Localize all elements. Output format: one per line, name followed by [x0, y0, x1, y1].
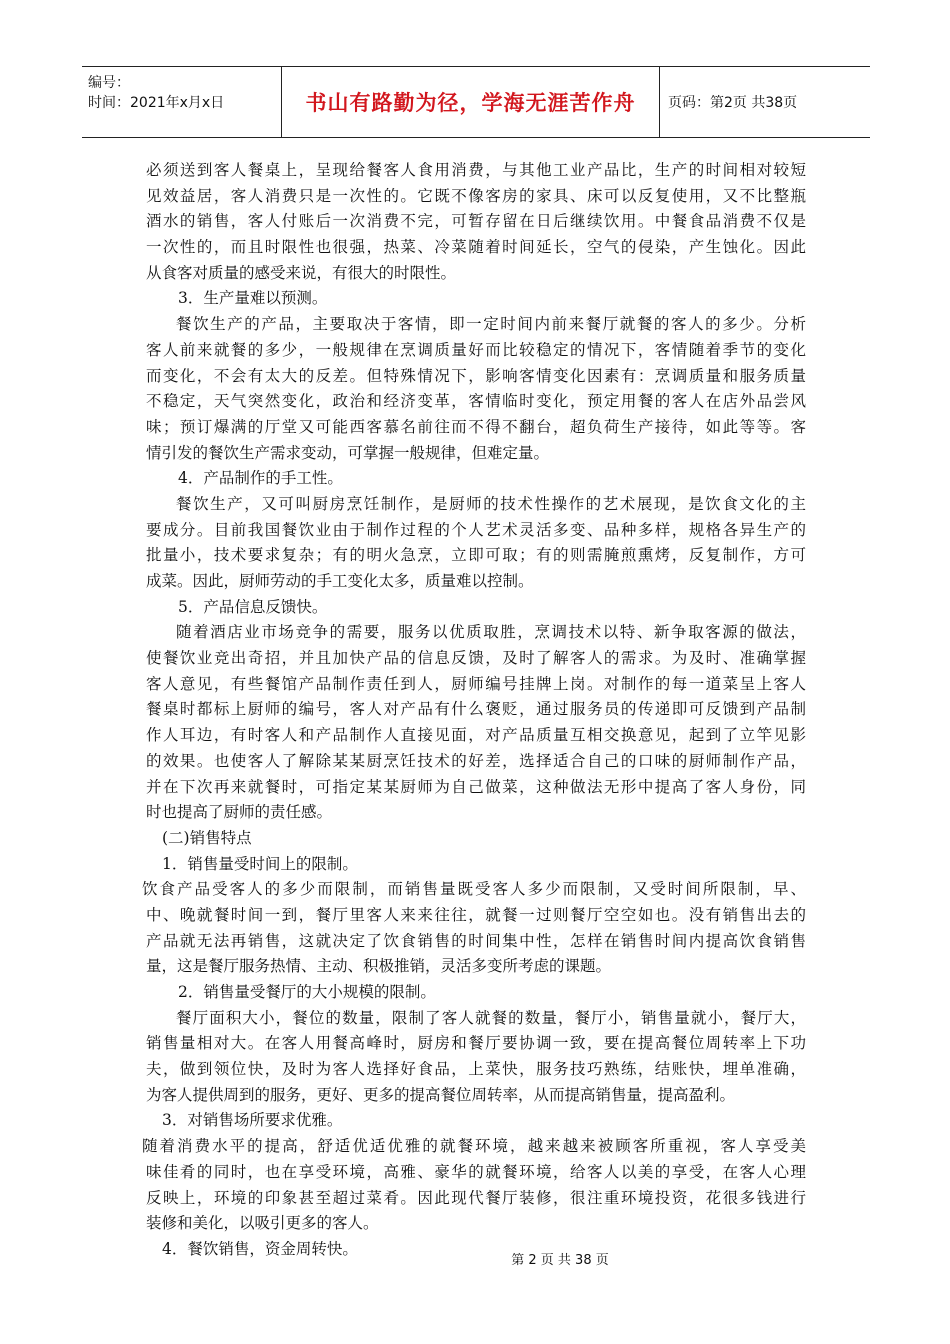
document-body: [142, 158, 806, 1263]
text-line: 从食客对质量的感受来说，有很大的时限性。: [146, 263, 457, 282]
text-line: 为客人提供周到的服务，更好、更多的提高餐位周转率，从而提高销售量，提高盈利。: [146, 1085, 736, 1104]
text-line: 4．餐饮销售，资金周转快。: [162, 1239, 358, 1258]
text-line: 见效益居，客人消费只是一次性的。它既不像客房的家具、床可以反复使用，又不比整瓶: [146, 186, 806, 205]
text-line: 量，这是餐厅服务热情、主动、积极推销，灵活多变所考虑的课题。: [146, 957, 612, 976]
page-header: [82, 66, 870, 138]
page-footer: 第 2 页 共 38 页: [511, 1253, 609, 1268]
text-line: 客人意见，有些餐馆产品制作责任到人，厨师编号挂牌上岗。对制作的每一道菜呈上客人: [146, 674, 806, 693]
text-line: 4．产品制作的手工性。: [178, 469, 343, 488]
header-meta: [82, 67, 282, 137]
text-line: 而变化，不会有太大的反差。但特殊情况下，影响客情变化因素有：烹调质量和服务质量: [146, 366, 806, 385]
text-line: 要成分。目前我国餐饮业由于制作过程的个人艺术灵活多变、品种多样，规格各异生产的: [146, 520, 806, 539]
text-line: 必须送到客人餐桌上，呈现给餐客人食用消费，与其他工业产品比，生产的时间相对较短: [146, 161, 806, 179]
text-line: 客人前来就餐的多少，一般规律在烹调质量好而比较稳定的情况下，客情随着季节的变化: [146, 340, 806, 359]
text-line: 味佳肴的同时，也在享受环境，高雅、豪华的就餐环境，给客人以美的享受，在客人心理: [146, 1162, 806, 1181]
text-line: 并在下次再来就餐时，可指定某某厨师为自己做菜，这种做法无形中提高了客人身份，同: [146, 777, 806, 796]
text-line: 3．生产量难以预测。: [178, 289, 328, 308]
text-line: 酒水的销售，客人付账后一次消费不完，可暂存留在日后继续饮用。中餐食品消费不仅是: [146, 212, 806, 231]
text-line: (二)销售特点: [162, 828, 252, 847]
text-line: 味；预订爆满的厅堂又可能西客慕名前往而不得不翻台，超负荷生产接待，如此等等。客: [146, 417, 806, 436]
text-line: 饮食产品受客人的多少而限制，而销售量既受客人多少而限制，又受时间所限制，早、: [142, 880, 806, 899]
text-line: 装修和美化，以吸引更多的客人。: [146, 1214, 379, 1233]
text-line: 餐厅面积大小，餐位的数量，限制了客人就餐的数量，餐厅小，销售量就小，餐厅大，: [176, 1008, 806, 1027]
text-line: 夫，做到领位快，及时为客人选择好食品，上菜快，服务技巧熟练，结账快，埋单准确，: [146, 1060, 806, 1079]
text-line: 餐桌时都标上厨师的编号，客人对产品有什么褒贬，通过服务员的传递即可反馈到产品制: [146, 700, 806, 719]
text-line: 餐饮生产的产品，主要取决于客情，即一定时间内前来餐厅就餐的客人的多少。分析: [176, 315, 806, 334]
text-line: 批量小，技术要求复杂；有的明火急烹，立即可取；有的则需腌煎熏烤，反复制作，方可: [146, 546, 806, 565]
text-line: 一次性的，而且时限性也很强，热菜、冷菜随着时间延长，空气的侵染，产生蚀化。因此: [146, 238, 806, 257]
text-line: 使餐饮业竞出奇招，并且加快产品的信息反馈，及时了解客人的需求。为及时、准确掌握: [146, 649, 806, 668]
text-line: 5．产品信息反馈快。: [178, 597, 328, 616]
text-line: 时也提高了厨师的责任感。: [146, 803, 333, 822]
text-line: 产品就无法再销售，这就决定了饮食销售的时间集中性，怎样在销售时间内提高饮食销售: [146, 931, 806, 950]
text-line: 随着酒店业市场竞争的需要，服务以优质取胜，烹调技术以特、新争取客源的做法，: [176, 623, 806, 642]
header-motto: 书山有路勤为径，学海无涯苦作舟: [282, 67, 660, 137]
text-line: 餐饮生产，又可叫厨房烹饪制作，是厨师的技术性操作的艺术展现，是饮食文化的主: [176, 494, 806, 513]
header-page-info: 页码：第2页 共38页: [668, 95, 798, 111]
text-line: 作人耳边，有时客人和产品制作人直接见面，对产品质量互相交换意见，起到了立竿见影: [146, 726, 806, 745]
text-line: 随着消费水平的提高，舒适优适优雅的就餐环境，越来越来被顾客所重视，客人享受美: [142, 1137, 806, 1156]
text-line: 3．对销售场所要求优雅。: [162, 1111, 343, 1130]
text-line: 成菜。因此，厨师劳动的手工变化太多，质量难以控制。: [146, 572, 534, 590]
text-line: 销售量相对大。在客人用餐高峰时，厨房和餐厅要协调一致，要在提高餐位周转率上下功: [146, 1034, 806, 1053]
text-line: 的效果。也使客人了解除某某厨烹饪技术的好差，选择适合自己的口味的厨师制作产品，: [146, 751, 806, 770]
text-line: 反映上，环境的印象甚至超过菜肴。因此现代餐厅装修，很注重环境投资，花很多钱进行: [146, 1188, 806, 1207]
text-line: 中、晚就餐时间一到，餐厅里客人来来往往，就餐一过则餐厅空空如也。没有销售出去的: [146, 905, 806, 924]
text-line: 2．销售量受餐厅的大小规模的限制。: [178, 983, 436, 1001]
text-line: 情引发的餐饮生产需求变动，可掌握一般规律，但难定量。: [146, 443, 550, 462]
number-label: 编号：: [88, 75, 130, 91]
text-line: 1．销售量受时间上的限制。: [162, 854, 358, 873]
text-line: 不稳定，天气突然变化，政治和经济变革，客情临时变化，预定用餐的客人在店外品尝风: [146, 392, 806, 411]
date-label: 时间：2021年x月x日: [88, 95, 225, 111]
